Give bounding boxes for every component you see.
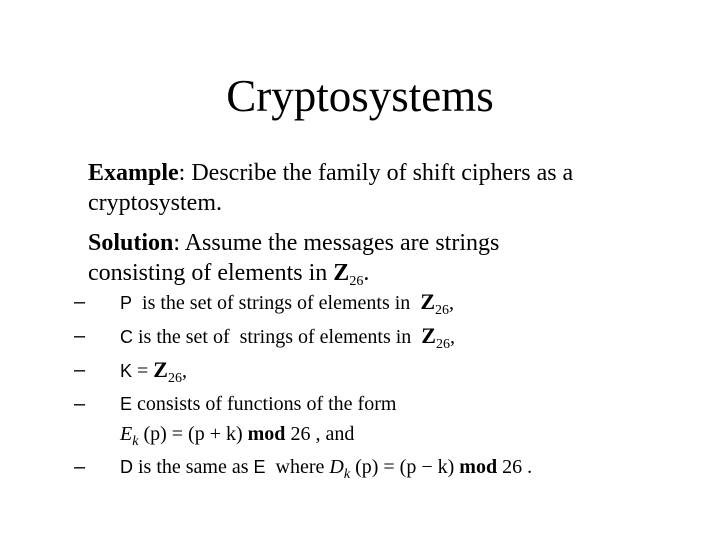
bullet-text: is the set of strings of elements in [132,292,421,314]
example-paragraph [88,158,688,218]
bullet-end: , [449,326,455,348]
formula-d-expression: (p) = (p − k) [350,456,460,478]
encryption-formula [74,419,694,452]
formula-d-end: 26 . [497,456,533,478]
bullet-z-subscript: 26 [435,337,450,352]
example-text-1: : Describe the family of shift ciphers as a [178,160,574,186]
example-text-2: cryptosystem. [88,190,222,216]
bullet-dash: – [74,393,86,415]
bullet-symbol: P [120,293,133,313]
formula-expression: (p) = (p + k) [138,423,248,445]
bullet-symbol: C [120,327,133,347]
formula-e-subscript: k [132,434,139,449]
bullet-z: Z [420,289,435,314]
formula-d-mod: mod [459,456,498,478]
bullet-text: = [132,360,154,382]
bullet-decryption [74,452,694,485]
bullet-z: Z [421,323,436,348]
bullet-text: consists of functions of the form [132,393,397,415]
solution-line-1 [88,228,688,258]
bullet-text: is the set of strings of elements in [133,326,422,348]
formula-d-subscript: k [343,467,351,482]
bullet-symbol: D [120,457,133,477]
solution-paragraph [88,228,688,292]
bullet-symbol: K [120,361,133,381]
bullet-plaintext [74,287,694,321]
bullet-dash: – [74,456,86,478]
example-line-1 [88,158,688,188]
solution-z: Z [333,260,350,286]
formula-d-var: D [329,456,344,478]
formula-end: 26 , and [285,423,355,445]
slide-title: Cryptosystems [226,71,494,121]
bullet-encryption [74,389,694,419]
solution-z-subscript: 26 [349,274,364,289]
solution-text-2: consisting of elements in [88,260,334,286]
bullet-symbol-2: E [253,457,266,477]
bullet-z-subscript: 26 [435,303,449,318]
bullet-end: , [449,292,454,314]
bullet-list [74,287,694,485]
bullet-ciphertext [74,321,694,355]
solution-label: Solution [88,230,174,256]
formula-mod: mod [247,423,286,445]
bullet-z: Z [153,357,168,382]
bullet-dash: – [74,291,86,313]
bullet-symbol: E [120,394,133,414]
bullet-text-2: where [265,456,330,478]
bullet-end: , [181,360,187,382]
formula-e-var: E [120,423,133,445]
bullet-z-subscript: 26 [167,371,182,386]
bullet-keys [74,355,694,389]
solution-end: . [363,260,370,286]
solution-text-1: : Assume the messages are strings [173,230,500,256]
bullet-text: is the same as [133,456,254,478]
bullet-dash: – [74,325,86,347]
example-label: Example [88,160,179,186]
bullet-dash: – [74,359,86,381]
